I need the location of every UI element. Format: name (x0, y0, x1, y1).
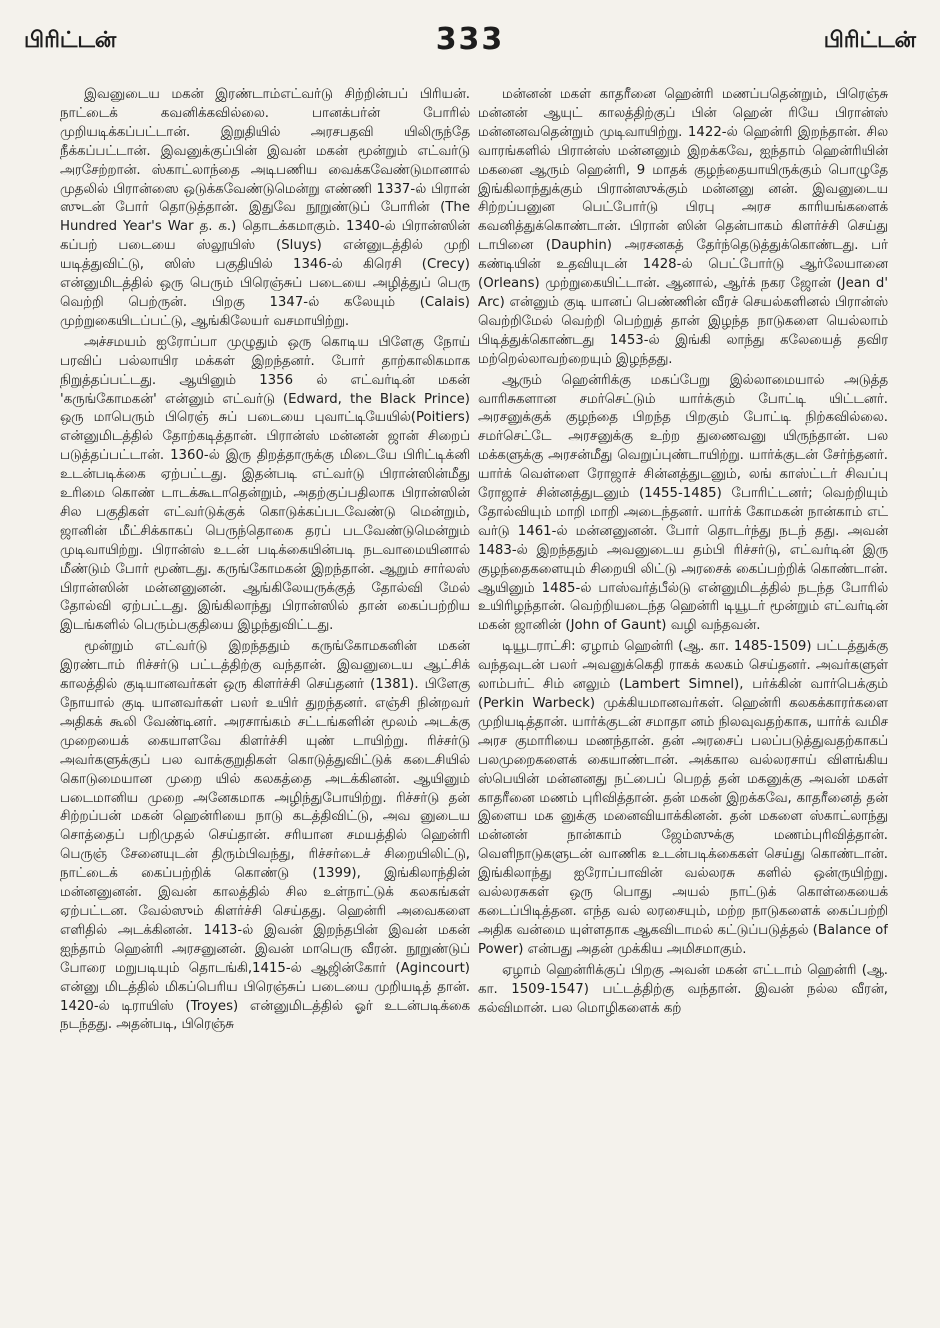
paragraph: ஆரும் ஹென்ரிக்கு மகப்பேறு இல்லாமையால் அடுத்த வாரிசுகளான சமர்செட்டும் யார்க்கும் போட்டி யிட்டனர். அரசனுக்குக் குழந்தை பிறந்த பிறகும் போட்டி நிற்கவில்லை. சமர்செட்டே அரசனுக்கு உற்ற துணைவனு யிருந்தான். பல மக்களுக்கு அரசன்மீது வெறுப்புண்டாயிற்று. யார்க்குடன் சேர்ந்தனர். யார்க் வெள்ளை ரோஜாச் சின்னத்துடனும், லங் காஸ்ட்டர் சிவப்பு ரோஜாச் சின்னத்துடனும் (1455-1485) போரிட்டனர்; வெற்றியும் தோல்வியும் மாறி மாறி அடைந்தனர். யார்க் கோமகன் நான்காம் எட் வர்டு 1461-ல் மன்னனுனன். போர் தொடர்ந்து நடந் தது. அவன் 1483-ல் இறந்ததும் அவனுடைய தம்பி ரிச்சர்டு, எட்வர்டின் இரு குழந்தைகளையும் சிறையி லிட்டு அரசைக் கைப்பற்றிக் கொண்டான். ஆயினும் 1485-ல் பாஸ்வர்த்பீல்டு என்னுமிடத்தில் நடந்த போரில் உயிரிழந்தான். வெற்றியடைந்த ஹென்ரி டியூடர் மூன்றும் எட்வர்டின் மகன் ஜானின் (John of Gaunt) வழி வந்தவன். (478, 372, 888, 634)
right-column (478, 86, 888, 1316)
paragraph: இவனுடைய மகன் இரண்டாம்எட்வர்டு சிற்றின்பப் பிரியன். நாட்டைக் கவனிக்கவில்லை. பானக்பர்ன் போரில் முறியடிக்கப்பட்டான். இறுதியில் அரசபதவி யிலிருந்தே நீக்கப்பட்டான். இவனுக்குப்பின் இவன் மகன் மூன்றும் எட்வர்டு அரசேற்றான். ஸ்காட்லாந்தை அடிபணிய வைக்கவேண்டுமானால் முதலில் பிரான்ஸை ஒடுக்கவேண்டுமென்று எண்ணி 1337-ல் பிரான் ஸுடன் போர் தொடுத்தான். இதுவே நூறுண்டுப் போரின் (The Hundred Year's War த. க.) தொடக்கமாகும். 1340-ல் பிரான்ஸின் கப்பற் படையை ஸ்லூயிஸ் (Sluys) என்னுடத்தில் முறி யடித்துவிட்டு, ஸிஸ் பகுதியில் 1346-ல் கிரெசி (Crecy) என்னுமிடத்தில் ஒரு பெரும் பிரெஞ்சுப் படையை அழித்துப் பெரு வெற்றி பெற்ருன். பிறகு 1347-ல் கலேயும் (Calais) முற்றுகையிடப்பட்டு, ஆங்கிலேயர் வசமாயிற்று. (60, 87, 470, 329)
left-column (60, 86, 470, 1316)
paragraph: மன்னன் மகள் காதரீனை ஹென்ரி மணப்பதென்றும், பிரெஞ்சு மன்னன் ஆயுட் காலத்திற்குப் பின் ஹென் ரியே பிரான்ஸ் மன்னனவதென்றும் முடிவாயிற்று. 1422-ல் ஹென்ரி இறந்தான். சில வாரங்களில் பிரான்ஸ் மன்னனும் இறக்கவே, ஐந்தாம் ஹென்ரியின் மகனை ஆரும் ஹென்ரி, 9 மாதக் குழந்தையாயிருக்கும் பொழுதே இங்கிலாந்துக்கும் பிரான்ஸுக்கும் மன்னனு னன். இவனுடைய சிற்றப்பனுன பெட்போர்டு பிரபு அரச காரியங்களைக் கவனித்துக்கொண்டான். பிரான் ஸின் தென்பாகம் கிளர்ச்சி செய்து டாபினை (Dauphin) அரசனகத் தேர்ந்தெடுத்துக்கொண்டது. பர் கண்டியின் உதவியுடன் 1428-ல் பெட்போர்டு ஆர்லேயானை (Orleans) முற்றுகையிட்டான். ஆனால், ஆர்க் நகர ஜோன் (Jean d' Arc) என்னும் குடி யானப் பெண்ணின் வீரச் செயல்களினல் பிரான்ஸ் வெற்றிமேல் வெற்றி பெற்றுத் தான் இழந்த நாடுகளை யெல்லாம் பிடித்துக்கொண்டது 1453-ல் இங்கி லாந்து கலேயைத் தவிர மற்றெல்லாவற்றையும் இழந்தது. (478, 87, 888, 367)
paragraph: ஏழாம் ஹென்ரிக்குப் பிறகு அவன் மகன் எட்டாம் ஹென்ரி (ஆ. கா. 1509-1547) பட்டத்திற்கு வந்தான். இவன் நல்ல வீரன், கல்விமான். பல மொழிகளைக் கற் (478, 962, 888, 1016)
paragraph: அச்சமயம் ஐரோப்பா முழுதும் ஒரு கொடிய பிளேகு நோய் பரவிப் பல்லாயிர மக்கள் இறந்தனர். போர் தாற்காலிகமாக நிறுத்தப்பட்டது. ஆயினும் 1356 ல் எட்வர்டின் மகன் 'கருங்கோமகன்' என்னும் எட்வர்டு (Edward, the Black Prince) ஒரு மாபெரும் பிரெஞ் சுப் படையை புவாட்டியேயில்(Poitiers) என்னுமிடத்தில் தோற்கடித்தான். பிரான்ஸ் மன்னன் ஜான் சிறைப் படுத்தப்பட்டான். 1360-ல் இரு திறத்தாருக்கு மிடையே பிரிட்டிக்னி உடன்படிக்கை ஏற்பட்டது. இதன்படி எட்வர்டு பிரான்ஸின்மீது உரிமை கொண் டாடக்கூடாதென்றும், அதற்குப்பதிலாக பிரான்ஸின் சில பகுதிகள் எட்வர்டுக்குக் கொடுக்கப்படவேண்டு மென்றும், ஜானின் மீட்சிக்காகப் பெருந்தொகை தரப் படவேண்டுமென்றும் முடிவாயிற்று. பிரான்ஸ் உடன் படிக்கையின்படி நடவாமையினால் மீண்டும் போர் மூண்டது. கருங்கோமகன் இறந்தான். ஆறும் சார்லஸ் பிரான்ஸின் மன்னனுனன். ஆங்கிலேயருக்குத் தோல்வி மேல் தோல்வி ஏற்பட்டது. இங்கிலாந்து பிரான்ஸில் தான் கைப்பற்றிய இடங்களில் பெரும்பகுதியை இழந்துவிட்டது. (60, 334, 470, 634)
paragraph: மூன்றும் எட்வர்டு இறந்ததும் கருங்கோமகனின் மகன் இரண்டாம் ரிச்சர்டு பட்டத்திற்கு வந்தான். இவனுடைய ஆட்சிக் காலத்தில் குடியானவர்கள் ஒரு கிளர்ச்சி செய்தனர் (1381). பிளேகு நோயால் குடி யானவர்கள் பலர் உயிர் துறந்தனர். எஞ்சி நின்றவர் அதிகக் கூலி வேண்டினர். அரசாங்கம் சட்டங்களின் மூலம் அடக்கு முறையைக் கையாளவே கிளர்ச்சி யுண் டாயிற்று. ரிச்சர்டு அவர்களுக்குப் பல வாக்குறுதிகள் கொடுத்துவிட்டுக் கடைசியில் கொடுமையான முறை யில் கலகத்தை அடக்கினன். ஆயினும் படைமானிய முறை அனேகமாக அழிந்துபோயிற்று. ரிச்சர்டு தன் சிற்றப்பன் மகன் ஹென்ரியை நாடு கடத்திவிட்டு, அவ னுடைய சொத்தைப் பறிமுதல் செய்தான். சரியான சமயத்தில் ஹென்ரி பெருஞ் சேனையுடன் திரும்பிவந்து, ரிச்சர்டைச் சிறையிலிட்டு, நாட்டைக் கைப்பற்றிக் கொண்டு (1399), இங்கிலாந்தின் மன்னனுனன். இவன் காலத்தில் சில உள்நாட்டுக் கலகங்கள் ஏற்பட்டன. வேல்ஸும் கிளர்ச்சி செய்தது. ஹென்ரி அவைகளை எளிதில் அடக்கினன். 1413-ல் இவன் இறந்தபின் இவன் மகன் ஐந்தாம் ஹென்ரி அரசனுனன். இவன் மாபெரு வீரன். நூறுண்டுப் போரை மறுபடியும் தொடங்கி,1415-ல் ஆஜின்கோர் (Agincourt) என்னு மிடத்தில் மிகப்பெரிய பிரெஞ்சுப் படையை முறியடித் தான். 1420-ல் டிராயிஸ் (Troyes) என்னுமிடத்தில் ஓர் உடன்படிக்கை நடந்தது. அதன்படி, பிரெஞ்சு (60, 639, 470, 1033)
page-number: 333 (435, 22, 505, 57)
running-header-right: பிரிட்டன் (823, 28, 916, 53)
paragraph: டியூடராட்சி: ஏழாம் ஹென்ரி (ஆ. கா. 1485-1509) பட்டத்துக்கு வந்தவுடன் பலர் அவனுக்கெதி ராகக் கலகம் செய்தனர். அவர்களுள் லாம்பர்ட் சிம் னலும் (Lambert Simnel), பர்க்கின் வார்பெக்கும் (Perkin Warbeck) முக்கியமானவர்கள். ஹென்ரி கலகக்காரர்களை முறியடித்தான். யார்க்குடன் சமாதா னம் நிலவுவதற்காக, யார்க் வமிச அரச குமாரியை மணந்தான். தன் அரசைப் பலப்படுத்துவதற்காகப் பலமுறைகளைக் கையாண்டான். அக்கால வல்லரசாய் விளங்கிய ஸ்பெயின் மன்னனது நட்பைப் பெறத் தன் மகனுக்கு அவன் மகள் காதரீனை மணம் புரிவித்தான். தன் மகன் இறக்கவே, காதரீனைத் தன் இளைய மக னுக்கு மனைவியாக்கினன். தன் மகளை ஸ்காட்லாந்து மன்னன் நான்காம் ஜேம்ஸுக்கு மணம்புரிவித்தான். வெளிநாடுகளுடன் வாணிக உடன்படிக்கைகள் செய்து கொண்டான். இங்கிலாந்து ஐரோப்பாவின் வல்லரசு களில் ஒன்ருயிற்று. வல்லரசுகள் ஒரு பொது அயல் நாட்டுக் கொள்கையைக் கடைப்பிடித்தன. எந்த வல் லரசையும், மற்ற நாடுகளைக் கைப்பற்றி அதிக வன்மை யுள்ளதாக ஆகவிடாமல் கட்டுப்படுத்தல் (Balance of Power) என்பது அதன் முக்கிய அமிசமாகும். (478, 639, 888, 957)
running-header-left: பிரிட்டன் (24, 28, 117, 53)
